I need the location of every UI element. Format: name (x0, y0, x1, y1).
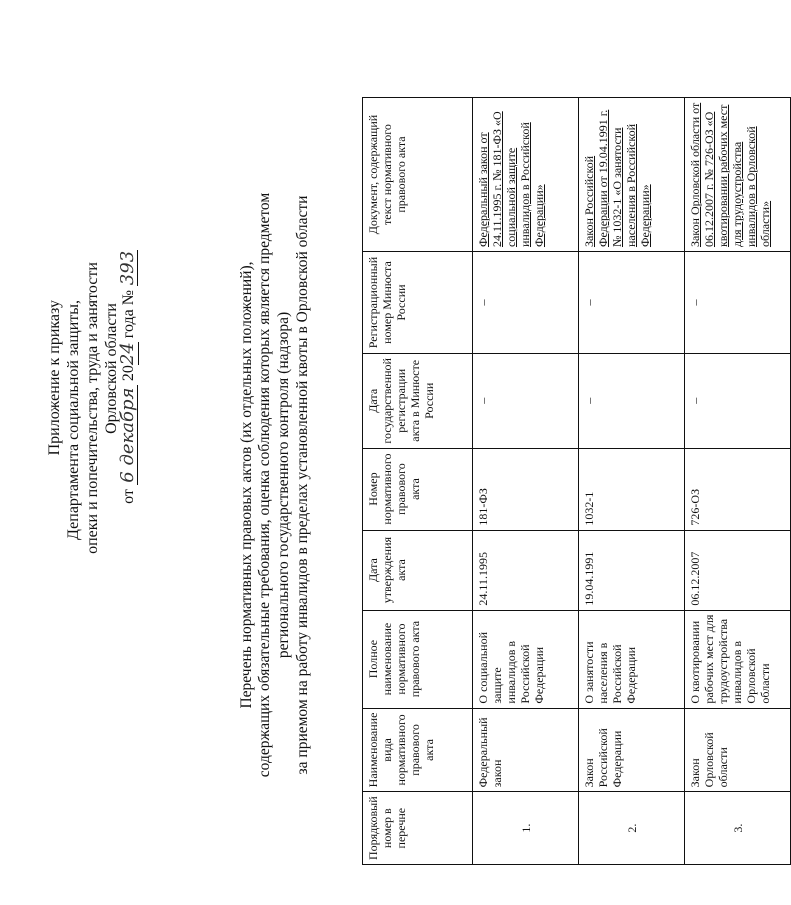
order-number: 393 (117, 250, 138, 286)
table-row (579, 98, 685, 865)
reg-number: – (473, 252, 579, 354)
date-prefix: от (120, 489, 137, 504)
heading-line-4: за приемом на работу инвалидов в пределах установленной квоты в Орловской области (294, 195, 311, 775)
document-heading (0, 105, 360, 865)
reg-number: – (685, 252, 791, 354)
appendix-line-3: опеки и попечительства, труда и занятости (84, 262, 101, 554)
col-header-reg-date: Дата государственной регистрации акта в Минюсте России (363, 354, 473, 449)
act-date: 24.11.1995 (473, 530, 579, 610)
col-header-date: Дата утверждения акта (363, 530, 473, 610)
table-header-row (363, 98, 473, 865)
act-date: 19.04.1991 (579, 530, 685, 610)
table-row (685, 98, 791, 865)
year-suffix: 24 (117, 342, 138, 366)
year-prefix: 20 (120, 365, 137, 382)
signed-day-month: 6 декабря (118, 385, 138, 485)
reg-number: – (579, 252, 685, 354)
act-name: О социальной защите инвалидов в Российской Федерации (473, 610, 579, 708)
act-number: 1032-1 (579, 448, 685, 530)
document-link[interactable]: Закон Российской Федерации от 19.04.1991 г. № 1032-1 «О занятости населения в Российской Федерации» (579, 98, 685, 252)
row-number: 2. (579, 792, 685, 865)
heading-line-3: регионального государственного контроля (надзора) (275, 311, 292, 659)
act-type: Федеральный закон (473, 708, 579, 792)
heading-line-1: Перечень нормативных правовых актов (их отдельных положений), (238, 261, 255, 709)
col-header-number: Порядковый номер в перечне (363, 792, 473, 865)
appendix-line-2: Департамента социальной защиты, (65, 300, 82, 540)
appendix-line-1: Приложение к приказу (46, 300, 63, 456)
col-header-type: Наименование вида нормативного правового акта (363, 708, 473, 792)
table-row (473, 98, 579, 865)
act-name: О квотировании рабочих мест для трудоустройства инвалидов в Орловской области (685, 610, 791, 708)
act-type: Закон Российской Федерации (579, 708, 685, 792)
col-header-act-number: Номер нормативного правового акта (363, 448, 473, 530)
year-word: года № (120, 290, 137, 339)
reg-date: – (579, 354, 685, 449)
appendix-line-4: Орловской области (103, 303, 120, 434)
reg-date: – (685, 354, 791, 449)
col-header-reg-number: Регистрационный номер Минюста России (363, 252, 473, 354)
acts-table (362, 97, 791, 865)
act-type: Закон Орловской области (685, 708, 791, 792)
act-number: 726-ОЗ (685, 448, 791, 530)
heading-line-2: содержащих обязательные требования, оценка соблюдения которых является предметом (256, 192, 273, 778)
document-link[interactable]: Федеральный закон от 24.11.1995 г. № 181-ФЗ «О социальной защите инвалидов в Российской Федерации» (473, 98, 579, 252)
act-date: 06.12.2007 (685, 530, 791, 610)
reg-date: – (473, 354, 579, 449)
col-header-name: Полное наименование нормативного правового акта (363, 610, 473, 708)
act-name: О занятости населения в Российской Федерации (579, 610, 685, 708)
col-header-document: Документ, содержащий текст нормативного правового акта (363, 98, 473, 252)
row-number: 1. (473, 792, 579, 865)
row-number: 3. (685, 792, 791, 865)
document-link[interactable]: Закон Орловской области от 06.12.2007 г. № 726-ОЗ «О квотировании рабочих мест для трудоустройства инвалидов в Орловской области» (685, 98, 791, 252)
act-number: 181-ФЗ (473, 448, 579, 530)
